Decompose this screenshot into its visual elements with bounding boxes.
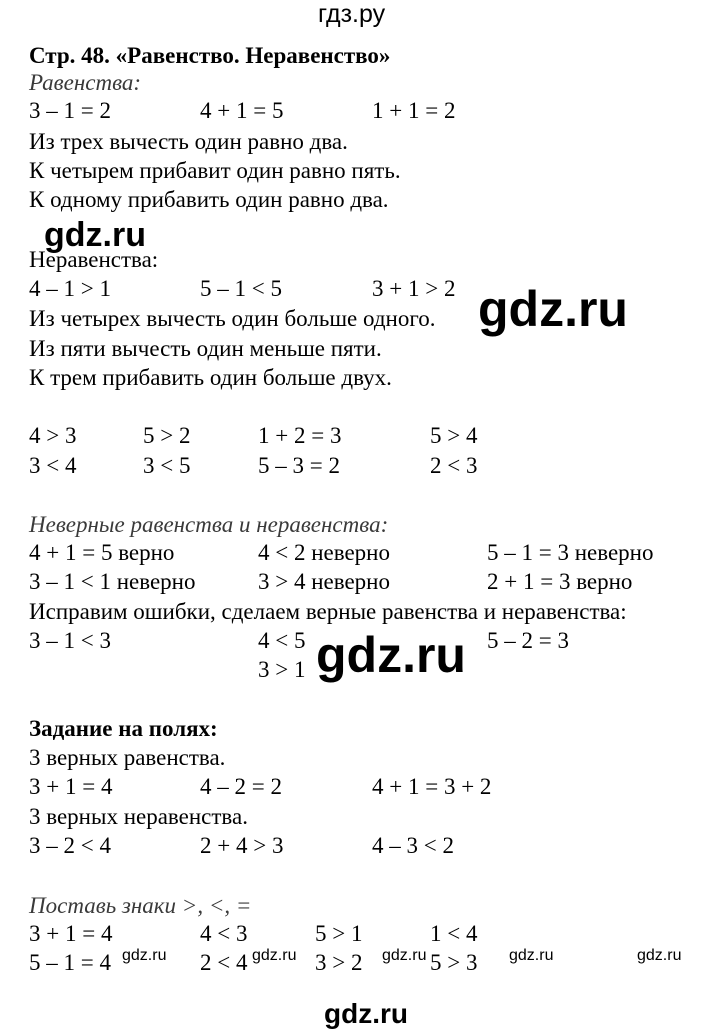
margin-eq-item: 3 + 1 = 4: [29, 774, 113, 799]
equality-reading: К четырем прибавит один равно пять.: [29, 158, 401, 183]
watermark-logo: gdz.ru: [478, 281, 628, 337]
wrong-item: 4 < 2 неверно: [258, 540, 390, 565]
page-title: Стр. 48. «Равенство. Неравенство»: [29, 43, 391, 68]
inequality-reading: К трем прибавить один больше двух.: [29, 365, 392, 390]
comparison: 3 < 4: [29, 453, 77, 478]
signs-heading: Поставь знаки >, <, =: [29, 893, 252, 918]
signs-item: 1 < 4: [430, 921, 478, 946]
comparison: 3 < 5: [143, 453, 191, 478]
signs-item: 3 + 1 = 4: [29, 921, 113, 946]
signs-item: 2 < 4: [200, 950, 248, 975]
signs-item: 5 – 1 = 4: [29, 950, 111, 975]
comparison: 5 – 3 = 2: [258, 453, 340, 478]
watermark-logo: gdz.ru: [509, 947, 554, 964]
wrong-item: 2 + 1 = 3 верно: [487, 569, 633, 594]
signs-item: 5 > 1: [315, 921, 363, 946]
equality-expression: 1 + 1 = 2: [372, 98, 456, 123]
comparison: 2 < 3: [430, 453, 478, 478]
inequalities-heading: Неравенства:: [29, 247, 159, 272]
inequality-expression: 5 – 1 < 5: [200, 276, 282, 301]
fix-item: 4 < 5: [258, 628, 306, 653]
margin-ineq-label: 3 верных неравенства.: [29, 804, 248, 829]
equalities-heading: Равенства:: [29, 70, 142, 95]
wrong-item: 3 > 4 неверно: [258, 569, 390, 594]
margin-ineq-item: 4 – 3 < 2: [372, 833, 454, 858]
comparison: 5 > 2: [143, 423, 191, 448]
wrong-item: 4 + 1 = 5 верно: [29, 540, 175, 565]
comparison: 4 > 3: [29, 423, 77, 448]
equality-expression: 3 – 1 = 2: [29, 98, 111, 123]
signs-item: 5 > 3: [430, 950, 478, 975]
inequality-reading: Из четырех вычесть один больше одного.: [29, 306, 436, 331]
comparison: 1 + 2 = 3: [258, 423, 342, 448]
fix-item: 5 – 2 = 3: [487, 628, 569, 653]
watermark-logo: gdz.ru: [252, 947, 297, 964]
watermark-logo: gdz.ru: [316, 627, 466, 683]
header-watermark: гдз.ру: [318, 0, 386, 28]
margin-task-heading: Задание на полях:: [29, 716, 218, 741]
margin-eq-item: 4 + 1 = 3 + 2: [372, 774, 492, 799]
watermark-logo: gdz.ru: [382, 947, 427, 964]
margin-eq-item: 4 – 2 = 2: [200, 774, 282, 799]
equality-reading: Из трех вычесть один равно два.: [29, 129, 348, 154]
watermark-logo: gdz.ru: [44, 216, 146, 254]
fix-item: 3 – 1 < 3: [29, 628, 111, 653]
margin-ineq-item: 2 + 4 > 3: [200, 833, 284, 858]
watermark-logo: gdz.ru: [122, 947, 167, 964]
watermark-logo: gdz.ru: [324, 998, 408, 1029]
fix-text: Исправим ошибки, сделаем верные равенства и неравенства:: [29, 599, 627, 624]
inequality-expression: 3 + 1 > 2: [372, 276, 456, 301]
signs-item: 4 < 3: [200, 921, 248, 946]
equality-expression: 4 + 1 = 5: [200, 98, 284, 123]
margin-ineq-item: 3 – 2 < 4: [29, 833, 111, 858]
wrong-item: 3 – 1 < 1 неверно: [29, 569, 196, 594]
inequality-expression: 4 – 1 > 1: [29, 276, 111, 301]
watermark-logo: gdz.ru: [637, 947, 682, 964]
wrong-item: 5 – 1 = 3 неверно: [487, 540, 654, 565]
wrong-heading: Неверные равенства и неравенства:: [29, 512, 389, 537]
signs-item: 3 > 2: [315, 950, 363, 975]
comparison: 5 > 4: [430, 423, 478, 448]
margin-eq-label: 3 верных равенства.: [29, 745, 226, 770]
fix-item: 3 > 1: [258, 657, 306, 682]
equality-reading: К одному прибавить один равно два.: [29, 187, 389, 212]
inequality-reading: Из пяти вычесть один меньше пяти.: [29, 336, 382, 361]
